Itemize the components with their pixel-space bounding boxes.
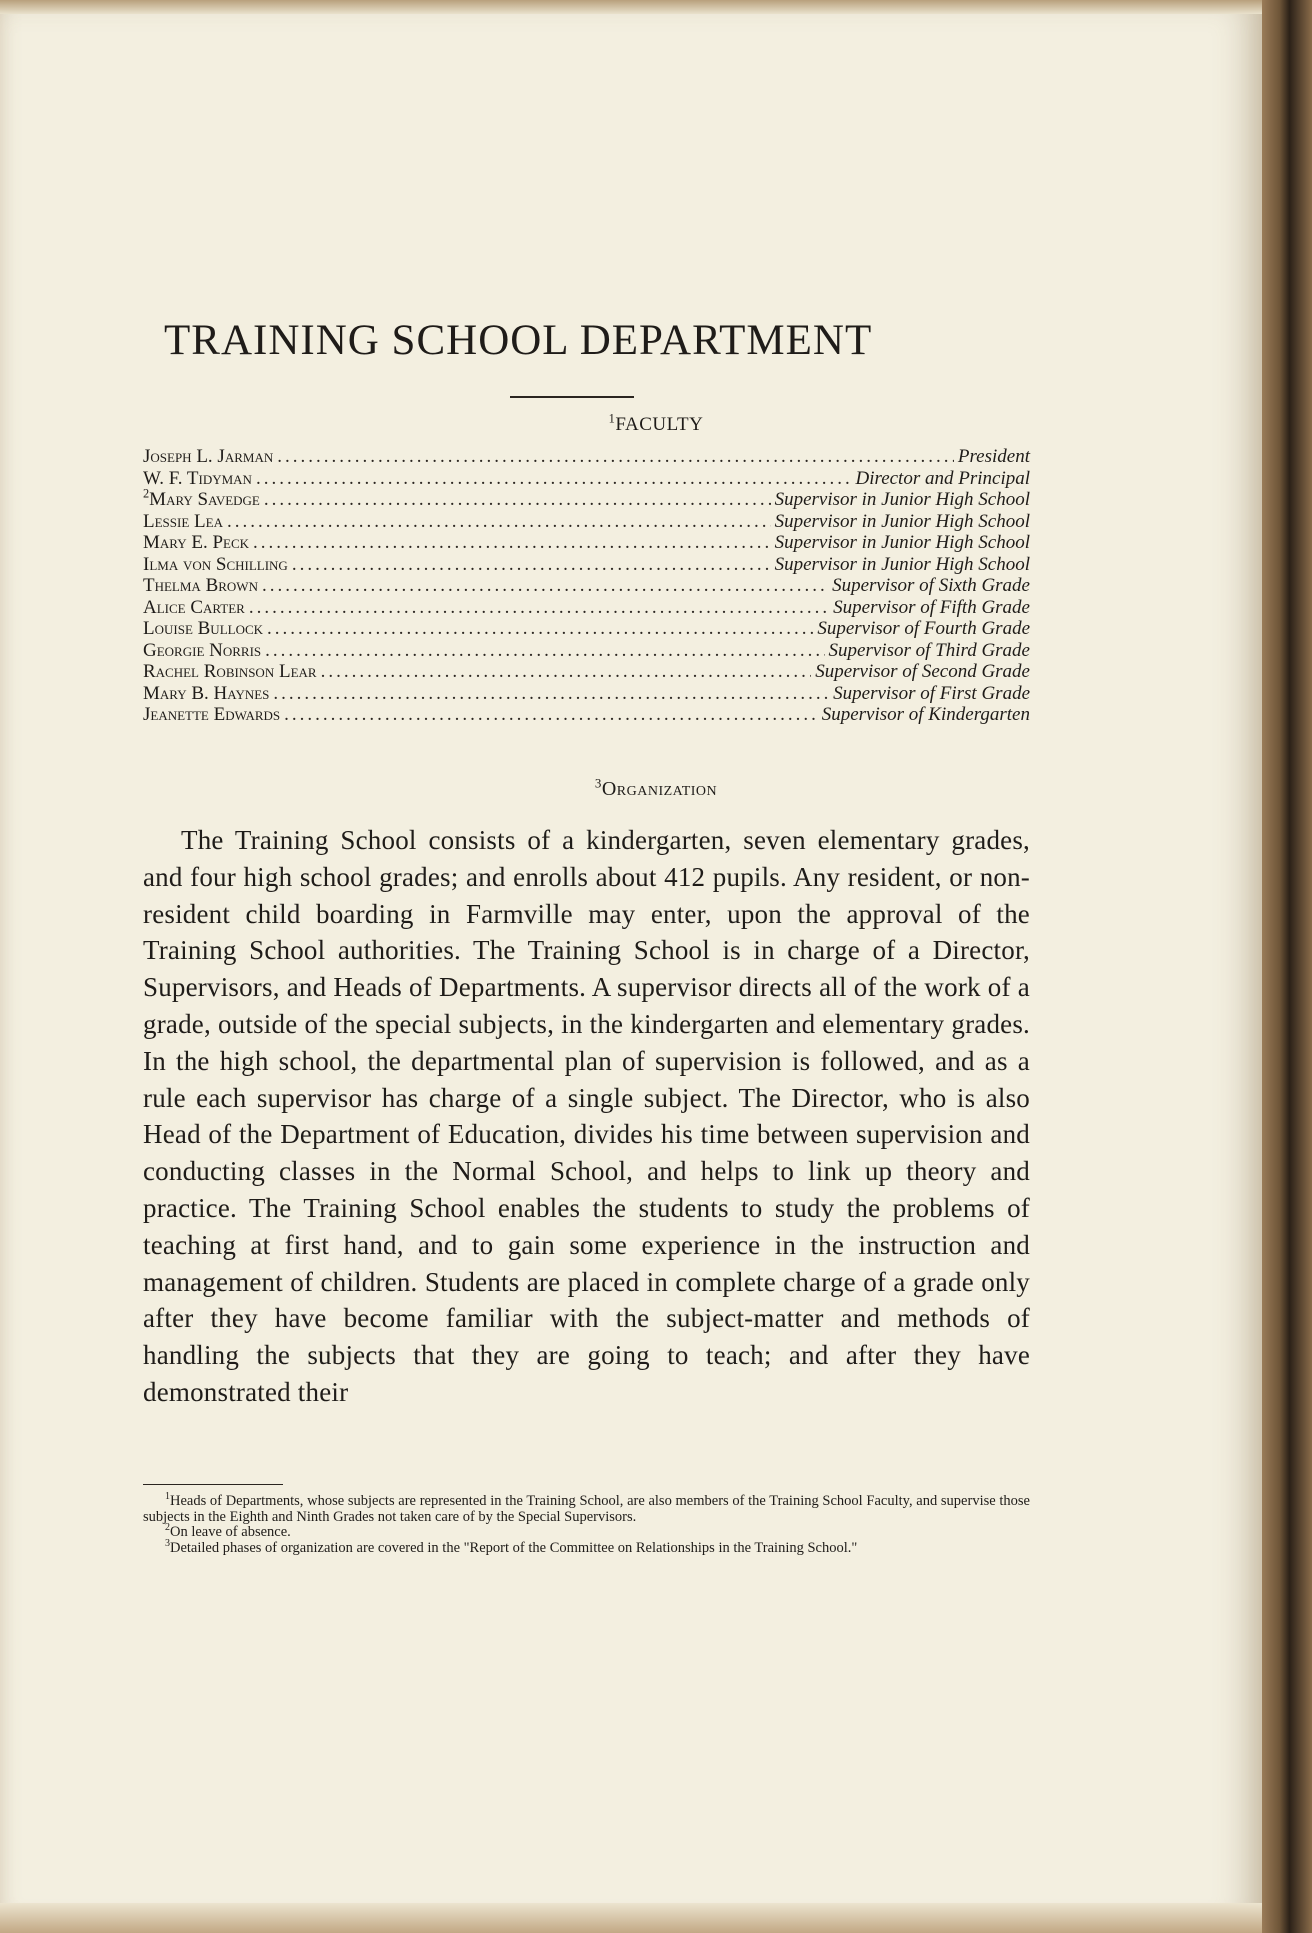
faculty-role: Supervisor of First Grade <box>833 682 1030 704</box>
faculty-name <box>143 468 252 490</box>
faculty-name <box>143 704 280 726</box>
faculty-role: Director and Principal <box>855 467 1030 489</box>
faculty-role: Supervisor in Junior High School <box>774 553 1030 575</box>
faculty-row <box>143 446 1030 468</box>
faculty-name <box>143 618 263 640</box>
faculty-name-text: Jeanette Edwards <box>143 704 281 725</box>
footnote <box>143 1522 1030 1541</box>
faculty-name-text: Joseph L. Jarman <box>143 446 274 467</box>
page-bottom-edge <box>0 1903 1262 1933</box>
dot-leader <box>284 704 818 726</box>
faculty-row <box>143 597 1030 619</box>
organization-paragraph: The Training School consists of a kindergarten, seven elementary grades, and four high school grades; and enrolls about 412 pupils. Any resident, or non-resident child boarding in Farmville may enter, upon the approval of the Training School authorities. The Training School is in charge of a Director, Supervisors, and Heads of Departments. A supervisor directs all of the work of a grade, outside of the special subjects, in the kindergarten and elementary grades. In the high school, the departmental plan of supervision is followed, and as a rule each supervisor has charge of a single subject. The Director, who is also Head of the Department of Education, divides his time between supervision and conducting classes in the Normal School, and helps to link up theory and practice. The Training School enables the students to study the problems of teaching at first hand, and to gain some experience in the instruction and management of children. Students are placed in complete charge of a grade only after they have become familiar with the subject-matter and methods of handling the subjects that they are going to teach; and after they have demonstrated their <box>143 825 1030 1407</box>
faculty-name-text: Lessie Lea <box>143 510 223 532</box>
faculty-role: Supervisor in Junior High School <box>774 489 1030 510</box>
dot-leader <box>264 489 771 511</box>
footnote <box>143 1537 1030 1557</box>
footnote <box>143 1491 1030 1525</box>
faculty-row <box>143 486 1030 511</box>
faculty-row <box>143 532 1030 554</box>
faculty-name <box>143 683 269 705</box>
faculty-role: Supervisor in Junior High School <box>774 532 1030 553</box>
dot-leader <box>227 511 771 533</box>
page-title: TRAINING SCHOOL DEPARTMENT <box>164 317 873 364</box>
dot-leader <box>249 597 829 619</box>
dot-leader <box>292 554 771 576</box>
dot-leader <box>267 618 813 640</box>
faculty-name-text: W. F. Tidyman <box>143 467 252 489</box>
faculty-heading <box>330 411 982 436</box>
faculty-role: Supervisor of Kindergarten <box>821 704 1030 725</box>
faculty-name-text: Thelma Brown <box>143 575 258 596</box>
faculty-row <box>143 661 1030 683</box>
faculty-name-text: Mary Savedge <box>149 489 260 510</box>
footnote-rule <box>143 1484 283 1485</box>
dot-leader <box>321 661 812 683</box>
faculty-name <box>143 640 261 662</box>
dot-leader <box>262 575 828 597</box>
organization-heading-text: Organization <box>601 778 718 800</box>
faculty-row <box>143 511 1030 533</box>
faculty-name-text: Rachel Robinson Lear <box>143 661 317 682</box>
footnote-text: Heads of Departments, whose subjects are represented in the Training School, are also members of the Training School Faculty, and supervise those subjects in the Eighth and Ninth Grades not taken care of by the Special Supervisors. <box>143 1493 1030 1525</box>
dot-leader <box>277 446 954 468</box>
faculty-name <box>143 486 260 511</box>
faculty-heading-text: FACULTY <box>615 414 704 435</box>
dot-leader <box>256 468 852 490</box>
faculty-name-footnote-marker: 2 <box>143 486 150 501</box>
faculty-name <box>143 532 249 554</box>
faculty-role: Supervisor of Second Grade <box>815 661 1030 682</box>
faculty-name-text: Louise Bullock <box>143 618 264 639</box>
faculty-name <box>143 554 288 576</box>
dot-leader <box>253 532 771 554</box>
footnote-text: On leave of absence. <box>170 1524 291 1540</box>
faculty-name <box>143 446 273 468</box>
organization-heading <box>330 775 982 801</box>
faculty-role: Supervisor of Sixth Grade <box>832 575 1030 596</box>
faculty-row <box>143 468 1030 490</box>
footnote-text: Detailed phases of organization are covered in the "Report of the Committee on Relationships in the Training School." <box>170 1539 858 1556</box>
faculty-name-text: Ilma von Schilling <box>143 553 288 575</box>
faculty-row <box>143 554 1030 576</box>
page-top-edge <box>0 0 1262 14</box>
faculty-list <box>143 446 1030 726</box>
faculty-name-text: Mary B. Haynes <box>143 682 270 704</box>
dot-leader <box>273 683 829 705</box>
faculty-name-text: Mary E. Peck <box>143 532 250 553</box>
faculty-name-text: Alice Carter <box>143 596 245 618</box>
faculty-name <box>143 661 317 683</box>
faculty-row <box>143 575 1030 597</box>
faculty-row <box>143 683 1030 705</box>
page-binding-edge <box>1262 0 1312 1933</box>
faculty-row <box>143 704 1030 726</box>
footnote-marker: 2 <box>165 1522 170 1534</box>
faculty-name-text: Georgie Norris <box>143 639 262 661</box>
faculty-role: Supervisor of Fourth Grade <box>817 618 1030 639</box>
faculty-row <box>143 618 1030 640</box>
faculty-role: Supervisor of Third Grade <box>828 639 1030 661</box>
faculty-role: Supervisor of Fifth Grade <box>833 596 1030 618</box>
faculty-name <box>143 597 245 619</box>
faculty-name <box>143 575 258 597</box>
faculty-name <box>143 511 223 533</box>
footnotes <box>143 1491 1030 1556</box>
faculty-footnote-marker: 1 <box>608 411 616 426</box>
faculty-row <box>143 640 1030 662</box>
faculty-role: President <box>957 446 1030 467</box>
footnote-marker: 1 <box>165 1491 170 1503</box>
title-rule <box>510 396 634 398</box>
footnote-marker: 3 <box>165 1537 170 1549</box>
organization-footnote-marker: 3 <box>594 775 602 791</box>
faculty-role: Supervisor in Junior High School <box>774 510 1030 532</box>
dot-leader <box>265 640 824 662</box>
